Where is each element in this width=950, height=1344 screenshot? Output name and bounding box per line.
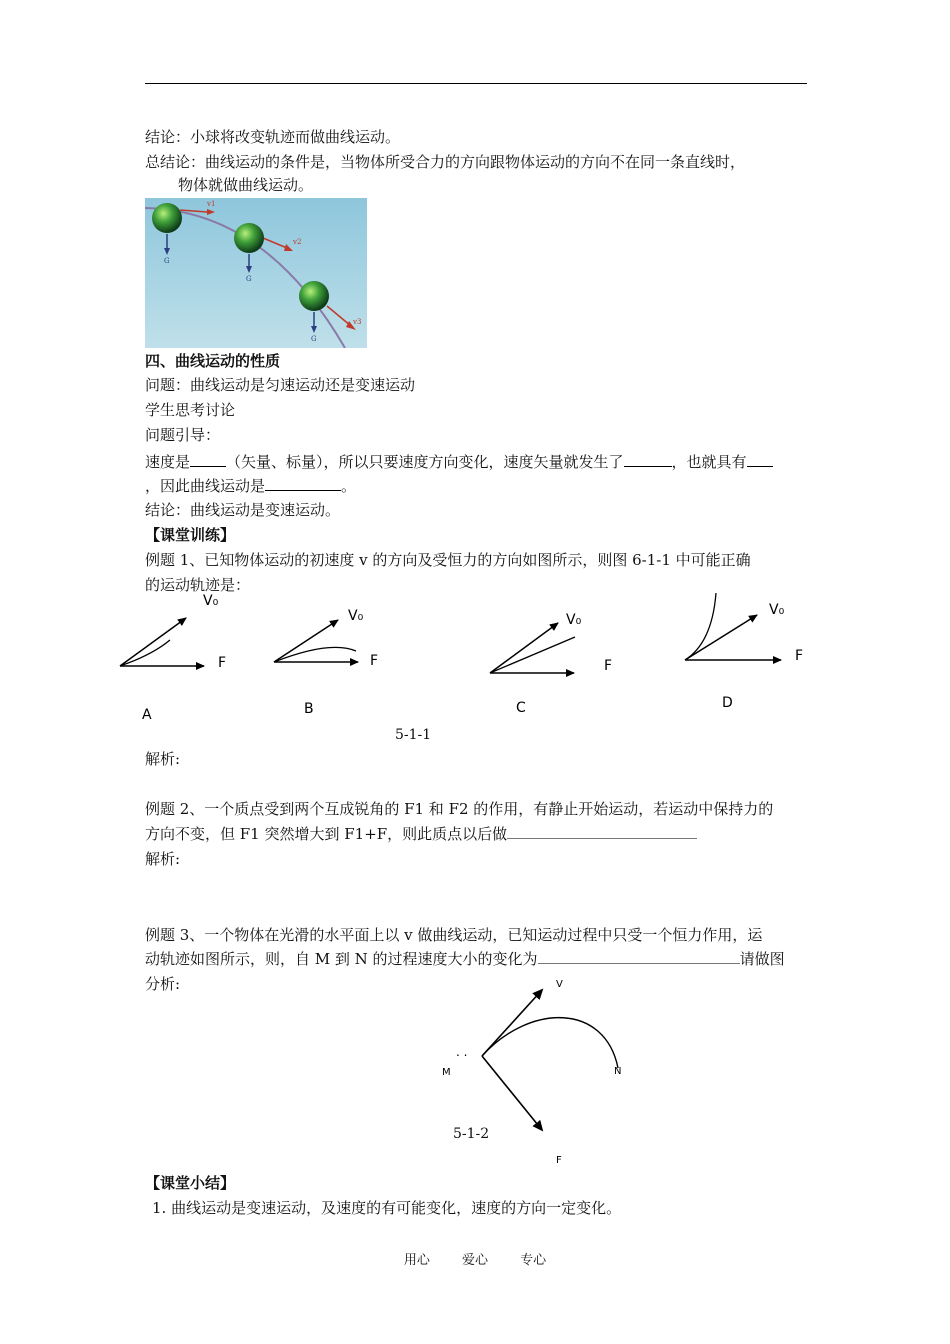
footer-text-3: 专心 [520, 1253, 547, 1268]
fig2-m-label: M [442, 1067, 451, 1078]
example1-line2: 的运动轨迹是： [145, 576, 251, 594]
example1-line1: 例题 1、已知物体运动的初速度 v 的方向及受恒力的方向如图所示，则图 6-1-1 中可能正确 [145, 551, 751, 569]
figure-5-1-1 [0, 585, 950, 755]
option-b-label: B [304, 701, 314, 717]
option-a-label: A [142, 707, 152, 723]
blank-example3-answer[interactable] [538, 949, 740, 964]
speed-text-a: 速度是 [145, 453, 191, 471]
example2-line2 [145, 823, 697, 845]
option-c-v0: V₀ [566, 612, 582, 628]
example3-text-b: 请做图 [739, 950, 785, 968]
option-b-f: F [370, 653, 379, 669]
summary-item-1: 1. 曲线运动是变速运动，及速度的有可能变化，速度的方向一定变化。 [152, 1199, 622, 1217]
figure-5-1-2-caption: 5-1-2 [453, 1126, 490, 1142]
example2-line1: 例题 2、一个质点受到两个互成锐角的 F1 和 F2 的作用，有静止开始运动，若运动中保持力的 [145, 800, 774, 818]
blank-acceleration[interactable] [747, 450, 773, 467]
speed-text-b: （矢量、标量），所以只要速度方向变化，速度矢量就发生了 [226, 453, 624, 471]
example3-line3: 分析: [145, 975, 181, 993]
conclusion-1: 结论：小球将改变轨迹而做曲线运动。 [145, 128, 401, 146]
example2-text: 方向不变，但 F1 突然增大到 F1+F，则此质点以后做 [145, 825, 508, 843]
option-b-diagram [274, 608, 378, 717]
ball-1 [152, 203, 182, 233]
option-d-label: D [722, 695, 733, 711]
blank-motion-type[interactable] [265, 474, 341, 491]
ball-2 [234, 223, 264, 253]
header-rule [145, 83, 807, 84]
example2-analysis: 解析: [145, 850, 181, 868]
option-b-v0: V₀ [348, 608, 364, 624]
example3-text-a: 动轨迹如图所示，则，自 M 到 N 的过程速度大小的变化为 [145, 950, 538, 968]
section4-speed-line [145, 450, 773, 473]
g-label-3: G [311, 335, 317, 343]
fig2-v-label: V [556, 979, 563, 990]
option-d-f: F [795, 648, 804, 664]
section4-therefore-line [145, 474, 356, 497]
general-conclusion-cont: 物体就做曲线运动。 [178, 176, 314, 194]
example1-analysis: 解析: [145, 750, 181, 768]
option-a-v0: V₀ [203, 593, 219, 609]
therefore-text-a: ，因此曲线运动是 [145, 477, 266, 495]
fig2-f-label: F [556, 1155, 562, 1166]
projectile-photo [145, 198, 367, 348]
section4-heading: 四、曲线运动的性质 [145, 352, 281, 370]
blank-change[interactable] [624, 450, 672, 467]
option-d-diagram [685, 593, 803, 711]
page-footer [0, 1249, 950, 1268]
option-c-label: C [516, 700, 526, 716]
g-label-1: G [164, 257, 170, 265]
example3-line1: 例题 3、一个物体在光滑的水平面上以 v 做曲线运动，已知运动过程中只受一个恒力作用，运 [145, 926, 763, 944]
summary-heading: 【课堂小结】 [145, 1174, 236, 1192]
section4-discussion: 学生思考讨论 [145, 401, 236, 419]
v3-label: v3 [353, 318, 362, 326]
blank-vector-scalar[interactable] [190, 450, 226, 467]
fig2-dots: . . [456, 1045, 468, 1059]
ball-3 [299, 281, 329, 311]
section4-conclusion: 结论：曲线运动是变速运动。 [145, 501, 341, 519]
option-d-v0: V₀ [769, 602, 785, 618]
option-c-diagram [490, 612, 612, 716]
option-a-f: F [218, 655, 227, 671]
training-heading: 【课堂训练】 [145, 526, 236, 544]
section4-question: 问题：曲线运动是匀速运动还是变速运动 [145, 376, 416, 394]
footer-text-2: 爱心 [461, 1253, 488, 1268]
fig2-n-label: N [614, 1066, 622, 1077]
general-conclusion: 总结论：曲线运动的条件是，当物体所受合力的方向跟物体运动的方向不在同一条直线时， [145, 153, 746, 171]
v2-label: v2 [293, 238, 302, 246]
v1-label: v1 [207, 200, 216, 208]
example3-line2 [145, 948, 785, 970]
option-a-diagram [120, 593, 226, 723]
figure-5-1-1-caption: 5-1-1 [395, 727, 432, 743]
therefore-text-b: 。 [341, 477, 357, 495]
option-c-f: F [604, 658, 613, 674]
g-label-2: G [246, 275, 252, 283]
speed-text-c: ，也就具有 [671, 453, 747, 471]
blank-example2-answer[interactable] [507, 824, 697, 839]
footer-text-1: 用心 [403, 1253, 430, 1268]
section4-guide: 问题引导： [145, 426, 221, 444]
